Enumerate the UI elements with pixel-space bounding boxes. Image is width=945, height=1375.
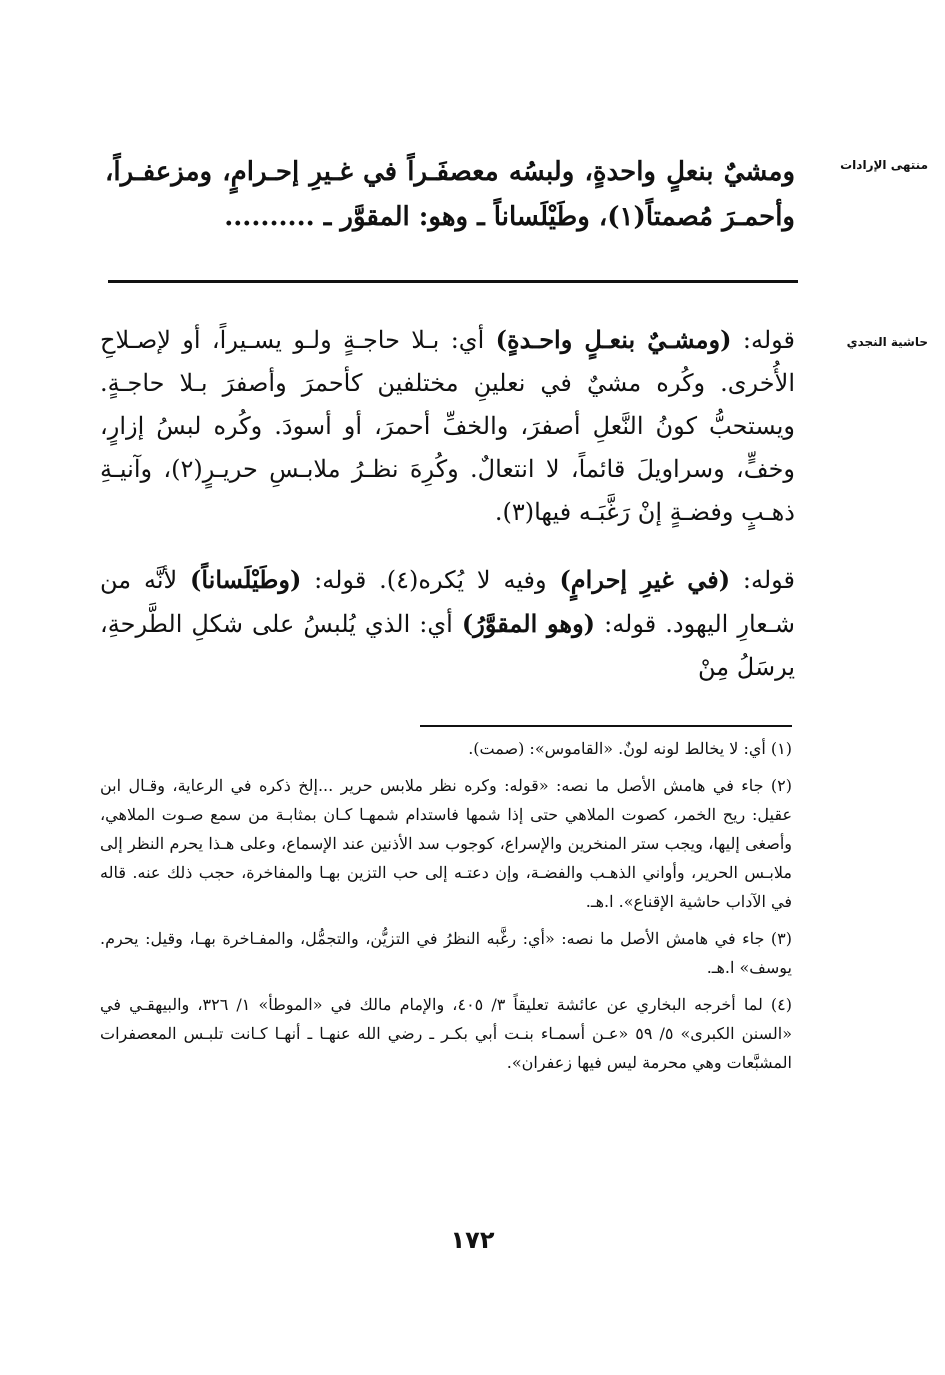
footnote: (٣) جاء في هامش الأصل ما نصه: «أي: رغَّبه النظرُ في التزيُّن، والتجمُّل، والمفـاخرة بهـا، وقيل: يحرم. يوسف» ا.هـ. (100, 929, 792, 977)
quoted-lemma: (وهو المقوَّرُ) (461, 609, 596, 638)
quoted-lemma: (في غيرِ إحرامٍ) (559, 565, 731, 594)
commentary-body (100, 318, 795, 689)
quoted-lemma: (وطَيْلَساناً) (190, 565, 302, 594)
footnote-divider (420, 725, 792, 727)
footnote: (٤) لما أخرجه البخاري عن عائشة تعليقاً ٣/ ٤٠٥، والإمام مالك في «الموطأ» ١/ ٣٢٦، والبيهقـي في «السنن الكبرى» ٥/ ٥٩ «عـن أسمـاء بنـت أبي بكـر ـ رضي الله عنهـا ـ أنهـا كـانت تلبـس المعصفرات المشبَّعات وهي محرمة ليس فيها زعفران». (100, 995, 792, 1072)
commentary-text: أي: بـلا حاجـةٍ ولـو يسـيراً، أو لإصـلاحِ الأُخرى. وكُره مشيٌ في نعلينِ مختلفين كأحمرَ وأصفرَ بـلا حاجـةٍ. ويستحبُّ كونُ النَّعلِ أصفرَ، والخفِّ أحمرَ، أو أسودَ. وكُره لبسُ إزارٍ، وخفٍّ، وسراويلَ قائماً، لا انتعالٌ. وكُرِهَ نظـرُ ملابـسِ حريـرٍ(٢)، وآنيـةِ ذهـبٍ وفضـةٍ إنْ رَغَّبَـه فيها(٣). (100, 326, 795, 526)
matn-text: ومشيٌ بنعلٍ واحدةٍ، ولبسُه معصفَـراً في غـيرِ إحـرامٍ، ومزعفـراً، وأحمـرَ مُصمتاً(١)، وطَيْلَساناً ـ وهو: المقوَّر ـ .......... (105, 157, 795, 232)
commentary-intro: قوله: (730, 566, 796, 594)
footnote: (١) أي: لا يخالط لونه لونٌ. «القاموس»: (صمت). (468, 739, 792, 758)
footnote: (٢) جاء في هامش الأصل ما نصه: «قوله: وكره نظر ملابس حرير ...إلخ ذكره في الرعاية، وقـال ابن عقيل: ريح الخمر، كصوت الملاهي حتى إذا شمها فاستدام شمهـا كـان بمثابـة من سمع صـوت الملاهي، وأصغى إليها، ويجب ستر المنخرين والإسراع، كوجوب سد الأذنين عند الإسماع، وعلى هـذا يحرم النظر إلى ملابـس الحرير، وأواني الذهـب والفضـة، وإن دعتـه إلى حب التزين بهـا والمفاخرة، حجب ذلك عنه. قاله في الآداب حاشية الإقناع». ا.هـ. (100, 776, 793, 911)
section-label-matn: منتهى الإرادات (840, 158, 928, 172)
quoted-lemma: (ومشـيٌ بنعـلٍ واحـدةٍ) (495, 325, 732, 354)
commentary-intro: قوله: (731, 326, 796, 354)
commentary-paragraph (100, 318, 795, 534)
section-divider (108, 280, 798, 283)
page-number: ١٧٢ (450, 1226, 495, 1254)
commentary-text: وفيه لا يُكره(٤). قوله: (301, 566, 560, 594)
section-label-hashiya: حاشية النجدي (846, 335, 928, 349)
commentary-text: لأنَّه من شـعارِ اليهود. قوله: (100, 566, 795, 638)
commentary-paragraph (100, 558, 795, 689)
footnotes (100, 734, 792, 1085)
commentary-text: أي: الذي يُلبسُ على شكلِ الطَّرحةِ، يرسَلُ مِنْ (100, 610, 795, 681)
